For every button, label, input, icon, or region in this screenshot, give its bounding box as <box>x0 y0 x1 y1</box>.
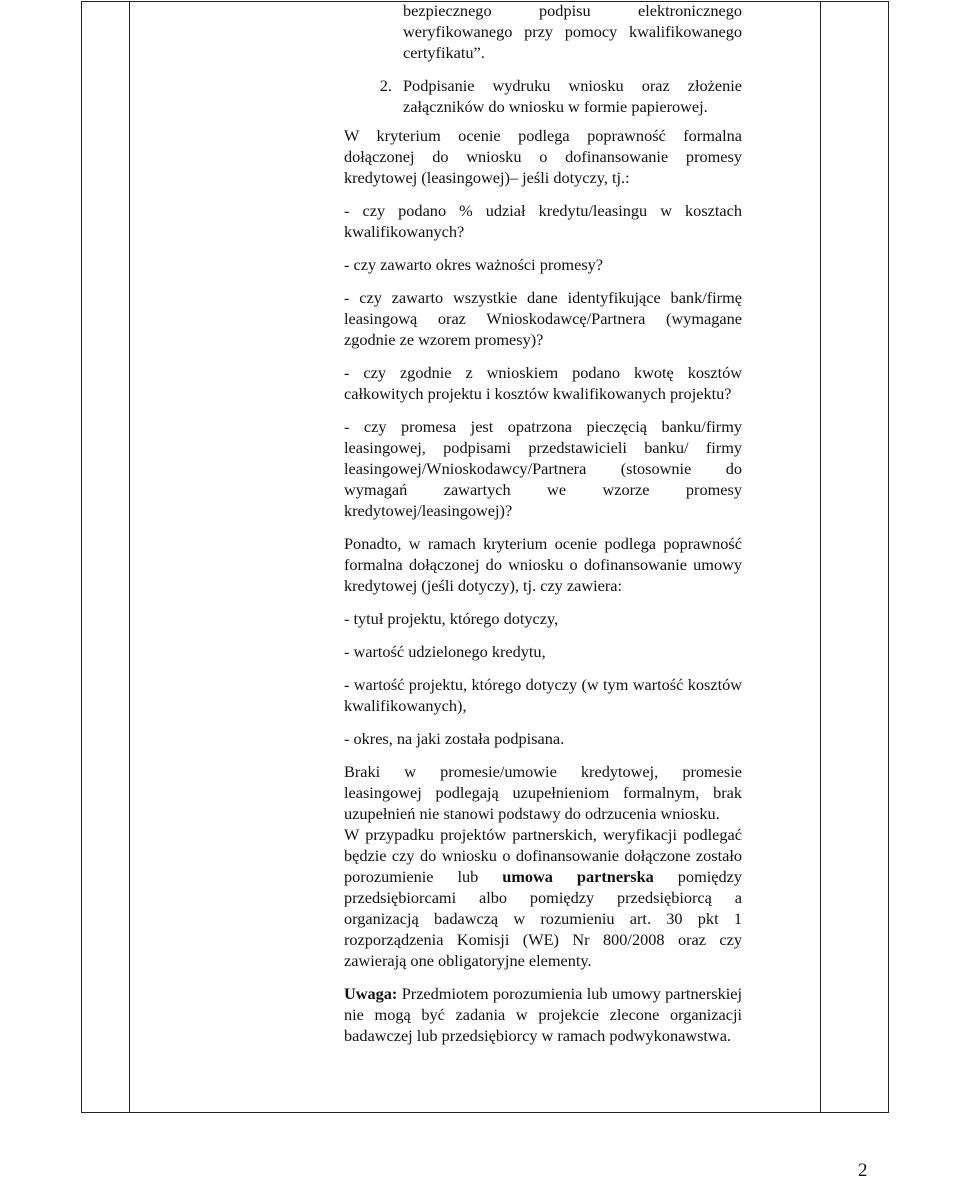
braki-paragraph: Braki w promesie/umowie kredytowej, promesie leasingowej podlegają uzupełnieniom formalnym, brak uzupełnień nie stanowi podstawy do odrzucenia wniosku. <box>344 762 742 823</box>
page-number: 2 <box>858 1160 868 1181</box>
item-text: Podpisanie wydruku wniosku oraz złożenie załączników do wniosku w formie papierowej. <box>403 76 742 116</box>
numbered-item-2 <box>344 75 742 117</box>
partner-paragraph <box>344 824 742 971</box>
umowa-check: - wartość udzielonego kredytu, <box>344 642 546 661</box>
umowa-check: - wartość projektu, którego dotyczy (w tym wartość kosztów kwalifikowanych), <box>344 675 742 715</box>
umowa-check: - tytuł projektu, którego dotyczy, <box>344 609 559 628</box>
umowa-check: - okres, na jaki została podpisana. <box>344 729 565 748</box>
promesa-check: - czy podano % udział kredytu/leasingu w kosztach kwalifikowanych? <box>344 201 742 241</box>
umowa-intro: Ponadto, w ramach kryterium ocenie podlega poprawność formalna dołączonej do wniosku o dofinansowanie umowy kredytowej (jeśli dotyczy), tj. czy zawiera: <box>344 534 742 595</box>
promesa-check: - czy promesa jest opatrzona pieczęcią banku/firmy leasingowej, podpisami przedstawicieli banku/ firmy leasingowej/Wnioskodawcy/Partnera (stosownie do wymagań zawartych we wzorze promesy kredytowej/leasingowej)? <box>344 417 742 520</box>
column-divider-1 <box>129 2 130 1112</box>
criteria-description-cell <box>344 0 742 1046</box>
promesa-check: - czy zawarto okres ważności promesy? <box>344 255 604 274</box>
partner-text-after: pomiędzy przedsiębiorcami albo pomiędzy przedsiębiorcą a organizacją badawczą w rozumieniu art. 30 pkt 1 rozporządzenia Komisji (WE) Nr 800/2008 oraz czy zawierają one obligatoryjne elementy. <box>344 867 742 970</box>
partner-bold: umowa partnerska <box>502 867 654 886</box>
partner-text-before: W przypadku projektów partnerskich, weryfikacji podlegać będzie czy do wniosku o dofinansowanie dołączone zostało porozumienie lub <box>344 825 742 886</box>
uwaga-paragraph <box>344 983 742 1046</box>
uwaga-label: Uwaga: <box>344 984 398 1003</box>
uwaga-text: Przedmiotem porozumienia lub umowy partnerskiej nie mogą być zadania w projekcie zlecone organizacji badawczej lub przedsiębiorcy w ramach podwykonawstwa. <box>344 984 742 1045</box>
continuation-text: bezpiecznego podpisu elektronicznego weryfikowanego przy pomocy kwalifikowanego certyfikatu”. <box>403 1 742 62</box>
item-number: 2. <box>379 76 392 95</box>
promesa-intro: W kryterium ocenie podlega poprawność formalna dołączonej do wniosku o dofinansowanie promesy kredytowej (leasingowej)– jeśli dotyczy, tj.: <box>344 126 742 187</box>
promesa-check: - czy zawarto wszystkie dane identyfikujące bank/firmę leasingową oraz Wnioskodawcę/Partnera (wymagane zgodnie ze wzorem promesy)? <box>344 288 742 349</box>
column-divider-2 <box>820 2 821 1112</box>
promesa-check: - czy zgodnie z wnioskiem podano kwotę kosztów całkowitych projektu i kosztów kwalifikowanych projektu? <box>344 363 742 403</box>
